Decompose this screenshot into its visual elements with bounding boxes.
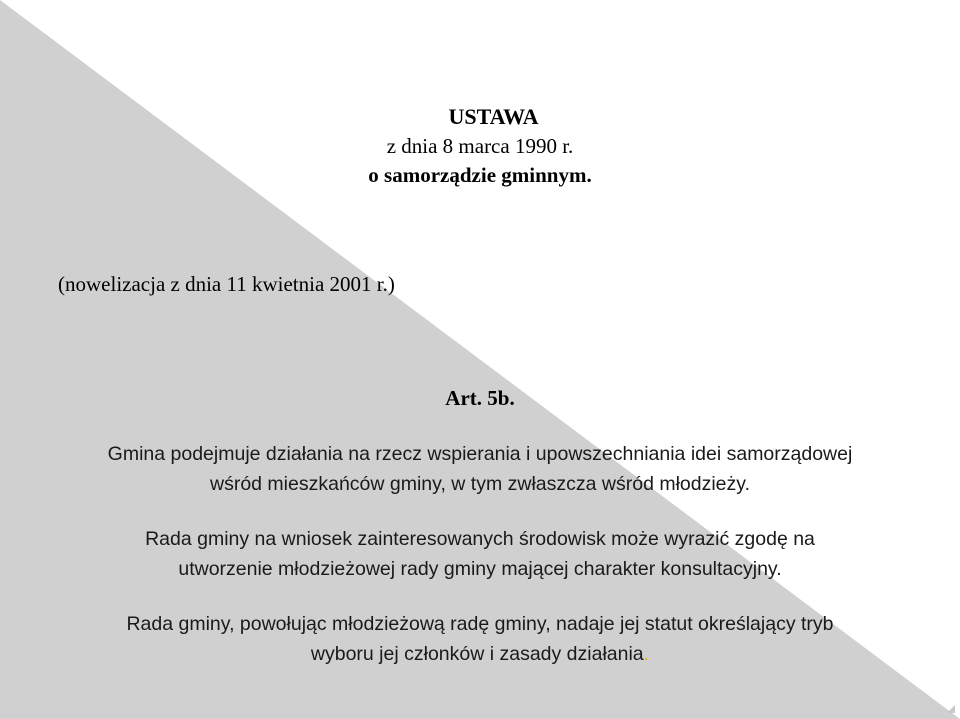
article-paragraph-2 (0, 524, 960, 584)
paragraph-2-line-1: Rada gminy na wniosek zainteresowanych środowisk może wyrazić zgodę na (145, 528, 815, 550)
paragraph-3-line-2-text: wyboru jej członków i zasady działania (310, 643, 644, 665)
document-date: z dnia 8 marca 1990 r. (386, 134, 574, 158)
paragraph-3-line-2 (0, 639, 960, 669)
amendment-note: (nowelizacja z dnia 11 kwietnia 2001 r.) (58, 272, 395, 296)
paragraph-1-line-2: wśród mieszkańców gminy, w tym zwłaszcza wśród młodzieży. (210, 473, 750, 495)
article-paragraph-3 (0, 609, 960, 669)
paragraph-3-end-dot: . (643, 643, 650, 665)
article-paragraph-1 (0, 439, 960, 499)
corner-resize-icon (947, 705, 955, 713)
paragraph-1-line-1: Gmina podejmuje działania na rzecz wspierania i upowszechniania idei samorządowej (107, 443, 853, 465)
document-subject: o samorządzie gminnym. (368, 163, 592, 187)
article-number: Art. 5b. (445, 386, 515, 410)
paragraph-2-line-2: utworzenie młodzieżowej rady gminy mającej charakter konsultacyjny. (178, 558, 782, 580)
paragraph-3-line-1: Rada gminy, powołując młodzieżową radę gminy, nadaje jej statut określający tryb (126, 613, 834, 635)
document-title: USTAWA (448, 104, 539, 129)
